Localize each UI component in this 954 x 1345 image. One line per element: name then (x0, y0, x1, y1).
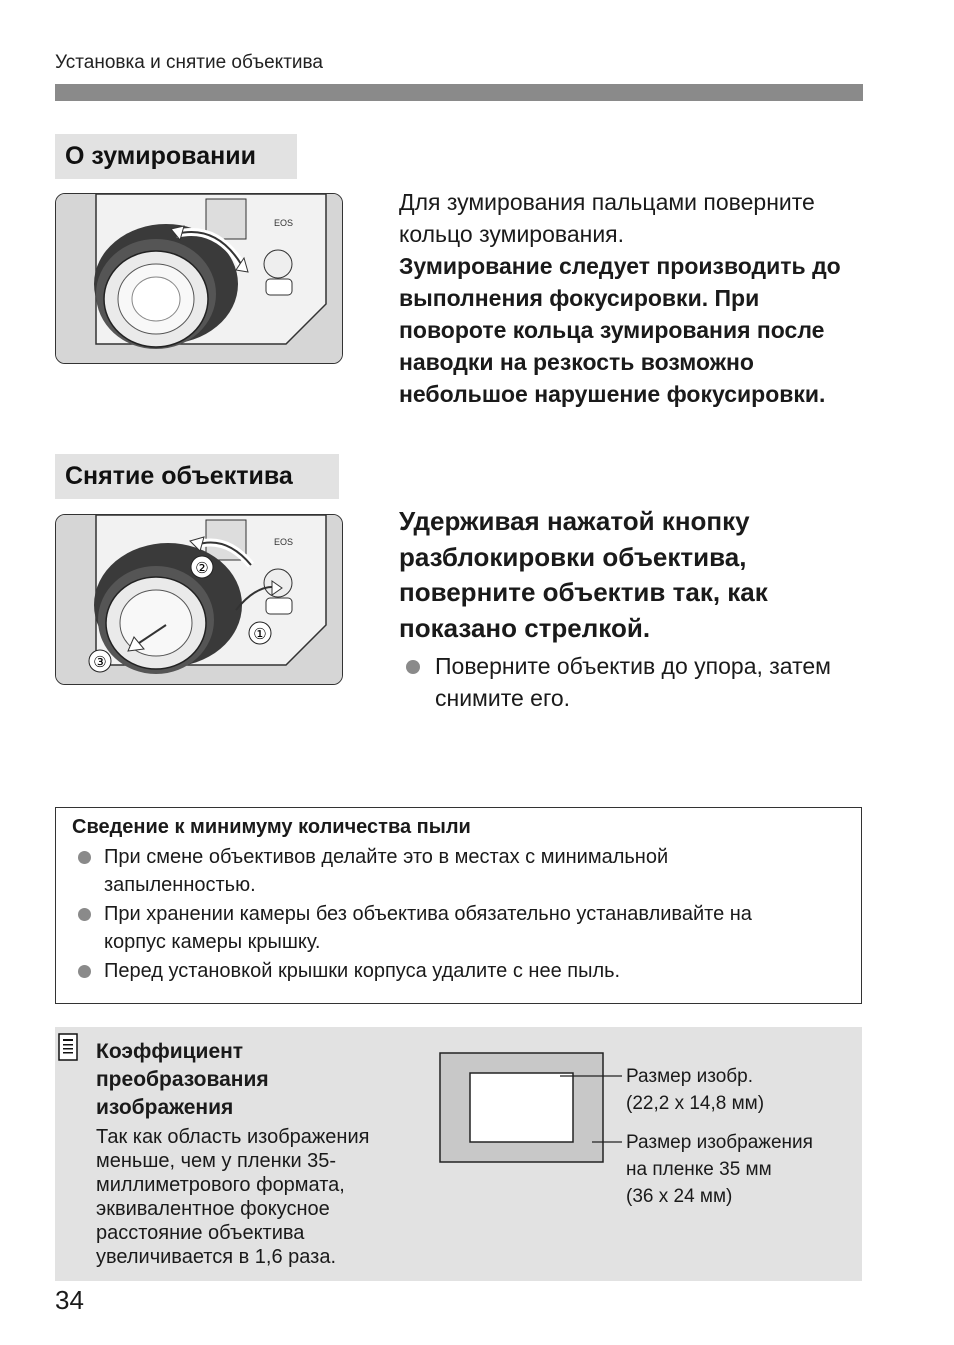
note-title: Коэффициент преобразования изображения (96, 1040, 269, 1119)
removal-illustration (55, 514, 343, 685)
dust-item-text: При смене объективов делайте это в местах с минимальной запыленностью. (104, 846, 669, 896)
note-icon (58, 1033, 78, 1061)
note-body: Так как область изображения меньше, чем у пленки 35-миллиметрового формата, эквивалентное фокусное расстояние объектива увеличивается в 1,6 раза. (96, 1126, 370, 1268)
zoom-description (399, 186, 869, 410)
running-header: Установка и снятие объектива (55, 52, 323, 73)
zoom-instruction: Для зумирования пальцами поверните кольцо зумирования. (399, 189, 815, 247)
dust-item (78, 843, 818, 899)
removal-bullet (400, 650, 860, 714)
sensor-size-label (626, 1063, 764, 1117)
zoom-heading: О зумировании (55, 134, 297, 179)
bullet-icon (78, 965, 91, 978)
step-marker-2: ② (195, 560, 209, 577)
camera-brand-text: EOS (274, 218, 294, 228)
film-label-line: Размер изображения (626, 1132, 813, 1153)
camera-brand-text: EOS (274, 537, 294, 547)
film-label-line: на пленке 35 мм (626, 1159, 772, 1180)
film-label-line: (36 x 24 мм) (626, 1186, 733, 1207)
dust-item (78, 900, 818, 956)
bullet-icon (78, 908, 91, 921)
page-number: 34 (55, 1285, 84, 1315)
dust-item-text: Перед установкой крышки корпуса удалите с нее пыль. (104, 960, 621, 982)
zoom-warning: Зумирование следует производить до выполнения фокусировки. При повороте кольца зумирования после наводки на резкость возможно небольшое нарушение фокусировки. (399, 253, 841, 407)
header-rule (55, 84, 863, 101)
step-marker-1: ① (253, 626, 267, 643)
removal-heading: Снятие объектива (55, 454, 339, 499)
removal-bullet-text: Поверните объектив до упора, затем снимите его. (435, 653, 831, 711)
sensor-label-line: (22,2 x 14,8 мм) (626, 1093, 765, 1114)
sensor-label-line: Размер изобр. (626, 1066, 753, 1087)
bullet-icon (406, 660, 420, 674)
sensor-frame (470, 1073, 573, 1142)
zoom-illustration (55, 193, 343, 364)
dust-item-text: При хранении камеры без объектива обязательно устанавливайте на корпус камеры крышку. (104, 903, 752, 953)
bullet-icon (78, 851, 91, 864)
removal-instruction: Удерживая нажатой кнопку разблокировки объектива, поверните объектив так, как показано стрелкой. (399, 506, 768, 643)
film-size-label (626, 1129, 813, 1210)
step-marker-3: ③ (93, 654, 107, 671)
dust-title: Сведение к минимуму количества пыли (72, 816, 471, 838)
dust-item (78, 957, 818, 985)
